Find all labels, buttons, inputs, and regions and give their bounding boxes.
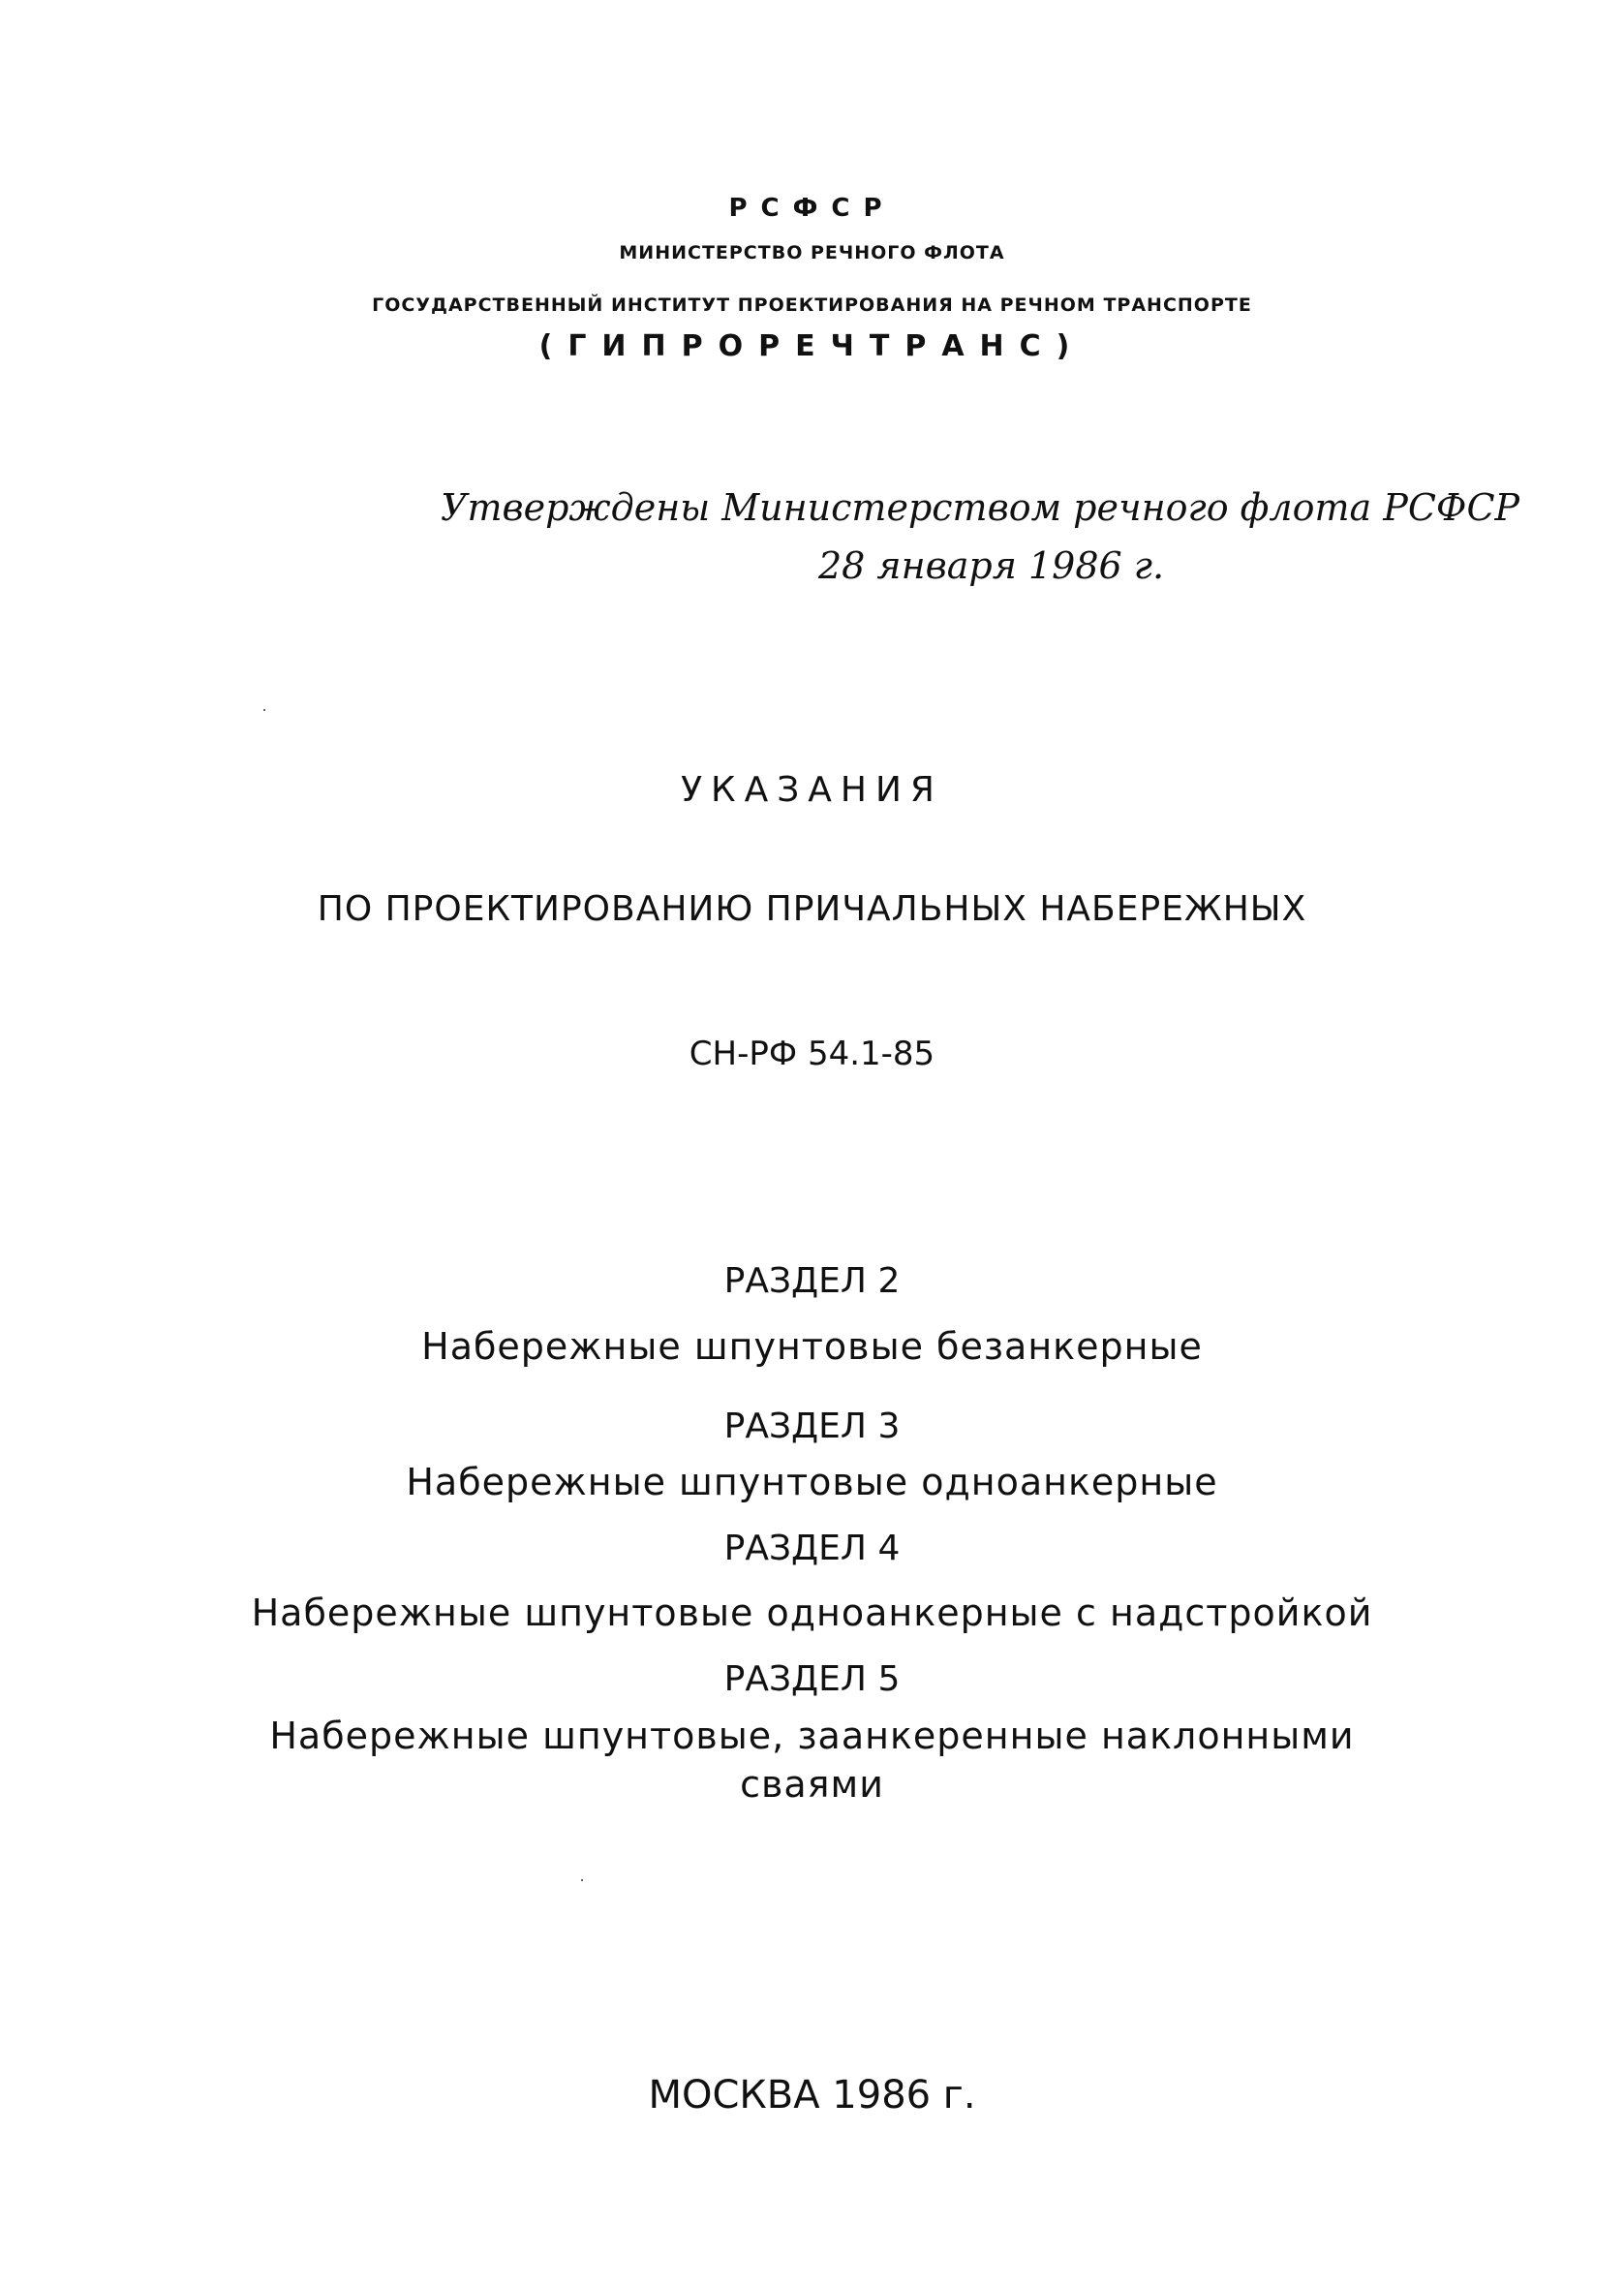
header-ministry: МИНИСТЕРСТВО РЕЧНОГО ФЛОТА	[619, 242, 1005, 263]
scan-speck	[581, 1879, 583, 1881]
header-country: РСФСР	[728, 194, 896, 223]
section-2-text: Набережные шпунтовые безанкерные	[421, 1325, 1203, 1368]
header-abbreviation: (ГИПРОРЕЧТРАНС)	[538, 329, 1086, 363]
section-2-heading: РАЗДЕЛ 2	[723, 1261, 901, 1301]
scan-speck	[263, 709, 265, 711]
document-code: СН-РФ 54.1-85	[689, 1035, 935, 1073]
header-institute: ГОСУДАРСТВЕННЫЙ ИНСТИТУТ ПРОЕКТИРОВАНИЯ НА РЕЧНОМ ТРАНСПОРТЕ	[372, 294, 1252, 316]
section-3-heading: РАЗДЕЛ 3	[723, 1407, 901, 1446]
section-5-text-continued: сваями	[740, 1763, 884, 1806]
section-4-heading: РАЗДЕЛ 4	[723, 1529, 901, 1568]
approval-line-1: Утверждены Министерством речного флота РСФСР	[441, 486, 1520, 529]
city-year: МОСКВА 1986 г.	[648, 2073, 976, 2118]
section-5-heading: РАЗДЕЛ 5	[723, 1659, 901, 1699]
document-subtitle: ПО ПРОЕКТИРОВАНИЮ ПРИЧАЛЬНЫХ НАБЕРЕЖНЫХ	[317, 889, 1307, 929]
section-3-text: Набережные шпунтовые одноанкерные	[406, 1461, 1218, 1503]
approval-date: 28 января 1986 г.	[818, 544, 1165, 587]
document-title: УКАЗАНИЯ	[681, 770, 943, 810]
section-5-text: Набережные шпунтовые, заанкеренные наклонными	[269, 1715, 1355, 1757]
section-4-text: Набережные шпунтовые одноанкерные с надстройкой	[251, 1592, 1373, 1634]
